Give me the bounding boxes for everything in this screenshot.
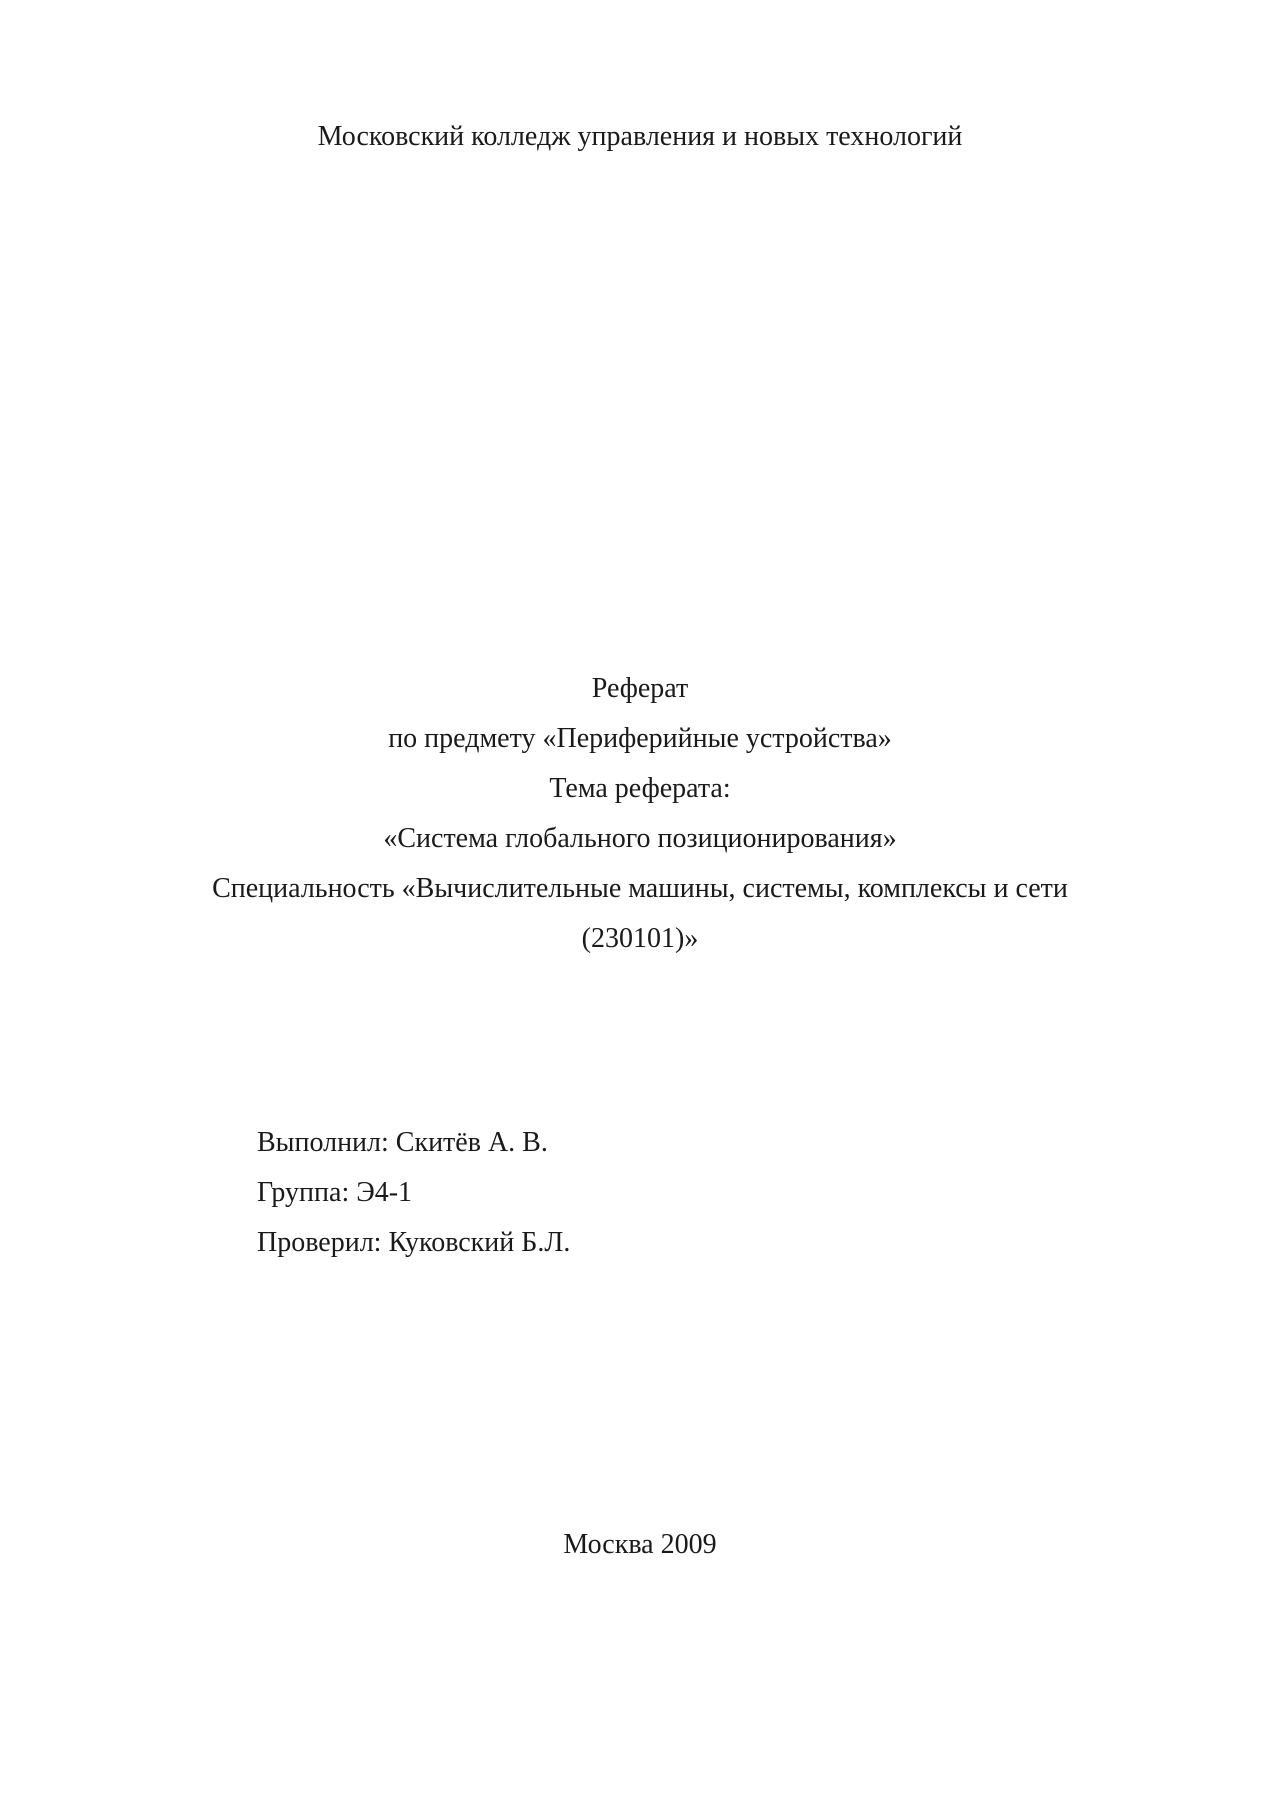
city-year: Москва 2009 — [563, 1529, 717, 1560]
checked-by: Проверил: Куковский Б.Л. — [257, 1227, 571, 1258]
group: Группа: Э4-1 — [257, 1177, 413, 1208]
performed-by: Выполнил: Скитёв А. В. — [257, 1127, 548, 1158]
topic-title: «Система глобального позиционирования» — [383, 823, 897, 854]
topic-label: Тема реферата: — [549, 773, 731, 804]
specialty-line-1: Специальность «Вычислительные машины, системы, комплексы и сети — [212, 873, 1068, 904]
subject-line: по предмету «Периферийные устройства» — [388, 723, 892, 754]
institution-name: Московский колледж управления и новых технологий — [317, 121, 963, 152]
specialty-line-2: (230101)» — [581, 923, 699, 954]
document-type: Реферат — [591, 673, 689, 704]
